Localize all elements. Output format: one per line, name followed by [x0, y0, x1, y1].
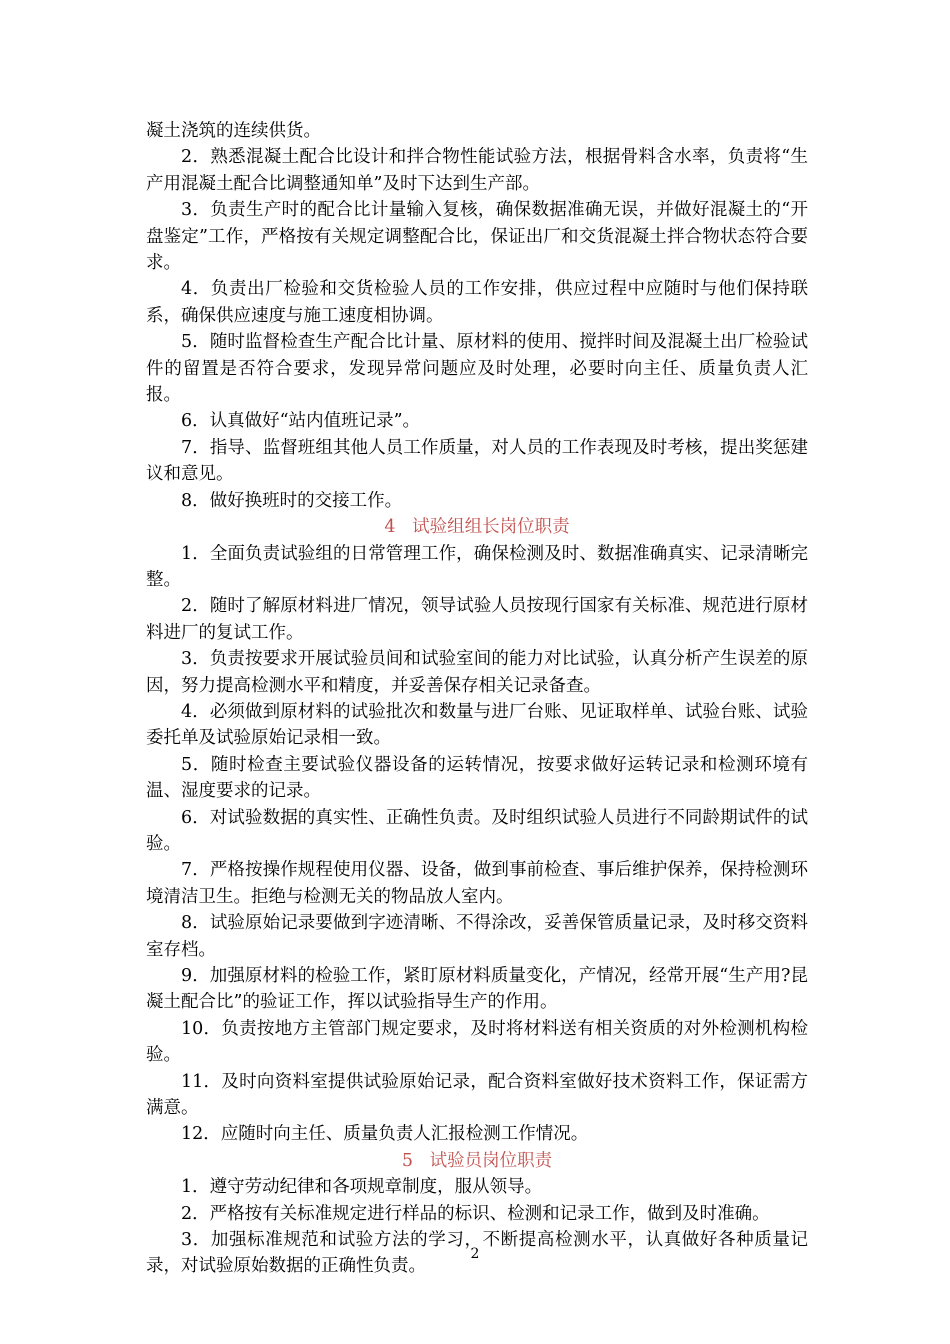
document-body	[146, 118, 808, 1280]
body-paragraph: 3．负责按要求开展试验员间和试验室间的能力对比试验，认真分析产生误差的原因，努力提高检测水平和精度，并妥善保存相关记录备查。	[146, 649, 808, 696]
body-paragraph: 7．严格按操作规程使用仪器、设备，做到事前检查、事后维护保养，保持检测环境清洁卫生。拒绝与检测无关的物品放人室内。	[146, 860, 808, 907]
body-paragraph: 2．严格按有关标准规定进行样品的标识、检测和记录工作，做到及时准确。	[181, 1203, 770, 1224]
body-paragraph: 6．对试验数据的真实性、正确性负责。及时组织试验人员进行不同龄期试件的试验。	[146, 807, 808, 854]
body-paragraph: 10．负责按地方主管部门规定要求，及时将材料送有相关资质的对外检测机构检验。	[146, 1018, 808, 1066]
page-number: 2	[470, 1246, 480, 1262]
body-paragraph: 9．加强原材料的检验工作，紧盯原材料质量变化，产情况，经常开展“生产用?昆凝土配合比”的验证工作，挥以试验指导生产的作用。	[146, 966, 808, 1013]
body-paragraph: 1．全面负责试验组的日常管理工作，确保检测及时、数据准确真实、记录清晰完整。	[146, 543, 808, 590]
body-paragraph: 3．加强标准规范和试验方法的学习，不断提高检测水平，认真做好各种质量记录，对试验原始数据的正确性负责。	[146, 1230, 808, 1277]
body-paragraph: 6．认真做好“站内值班记录”。	[181, 411, 421, 432]
section-heading: 5 试验员岗位职责	[401, 1150, 553, 1171]
body-paragraph: 8．做好换班时的交接工作。	[181, 490, 403, 511]
section-heading: 4 试验组组长岗位职责	[384, 517, 570, 538]
body-paragraph: 4．负责出厂检验和交货检验人员的工作安排，供应过程中应随时与他们保持联系，确保供应速度与施工速度相协调。	[146, 279, 808, 326]
body-paragraph: 2．随时了解原材料进厂情况，领导试验人员按现行国家有关标准、规范进行原材料进厂的复试工作。	[146, 596, 808, 643]
body-paragraph: 7．指导、监督班组其他人员工作质量，对人员的工作表现及时考核，提出奖惩建议和意见。	[146, 437, 808, 485]
body-paragraph: 3．负责生产时的配合比计量输入复核，确保数据准确无误，并做好混凝土的“开盘鉴定”工作，严格按有关规定调整配合比，保证出厂和交货混凝土拌合物状态符合要求。	[146, 200, 808, 274]
body-paragraph: 2．熟悉混凝土配合比设计和拌合物性能试验方法，根据骨料含水率，负责将“生产用混凝土配合比调整通知单”及时下达到生产部。	[146, 147, 808, 194]
body-paragraph: 12．应随时向主任、质量负责人汇报检测工作情况。	[181, 1124, 589, 1145]
body-paragraph: 11．及时向资料室提供试验原始记录，配合资料室做好技术资料工作，保证需方满意。	[146, 1071, 808, 1119]
body-paragraph: 8．试验原始记录要做到字迹清晰、不得涂改，妥善保管质量记录，及时移交资料室存档。	[146, 913, 808, 960]
body-paragraph: 5．随时监督检查生产配合比计量、原材料的使用、搅拌时间及混凝土出厂检验试件的留置是否符合要求，发现异常问题应及时处理，必要时向主任、质量负责人汇报。	[146, 332, 808, 406]
body-paragraph: 凝土浇筑的连续供货。	[146, 121, 321, 141]
body-paragraph: 1．遵守劳动纪律和各项规章制度，服从领导。	[181, 1177, 543, 1198]
body-paragraph: 5．随时检查主要试验仪器设备的运转情况，按要求做好运转记录和检测环境有温、湿度要求的记录。	[146, 754, 808, 802]
body-paragraph: 4．必须做到原材料的试验批次和数量与进厂台账、见证取样单、试验台账、试验委托单及试验原始记录相一致。	[146, 701, 808, 749]
